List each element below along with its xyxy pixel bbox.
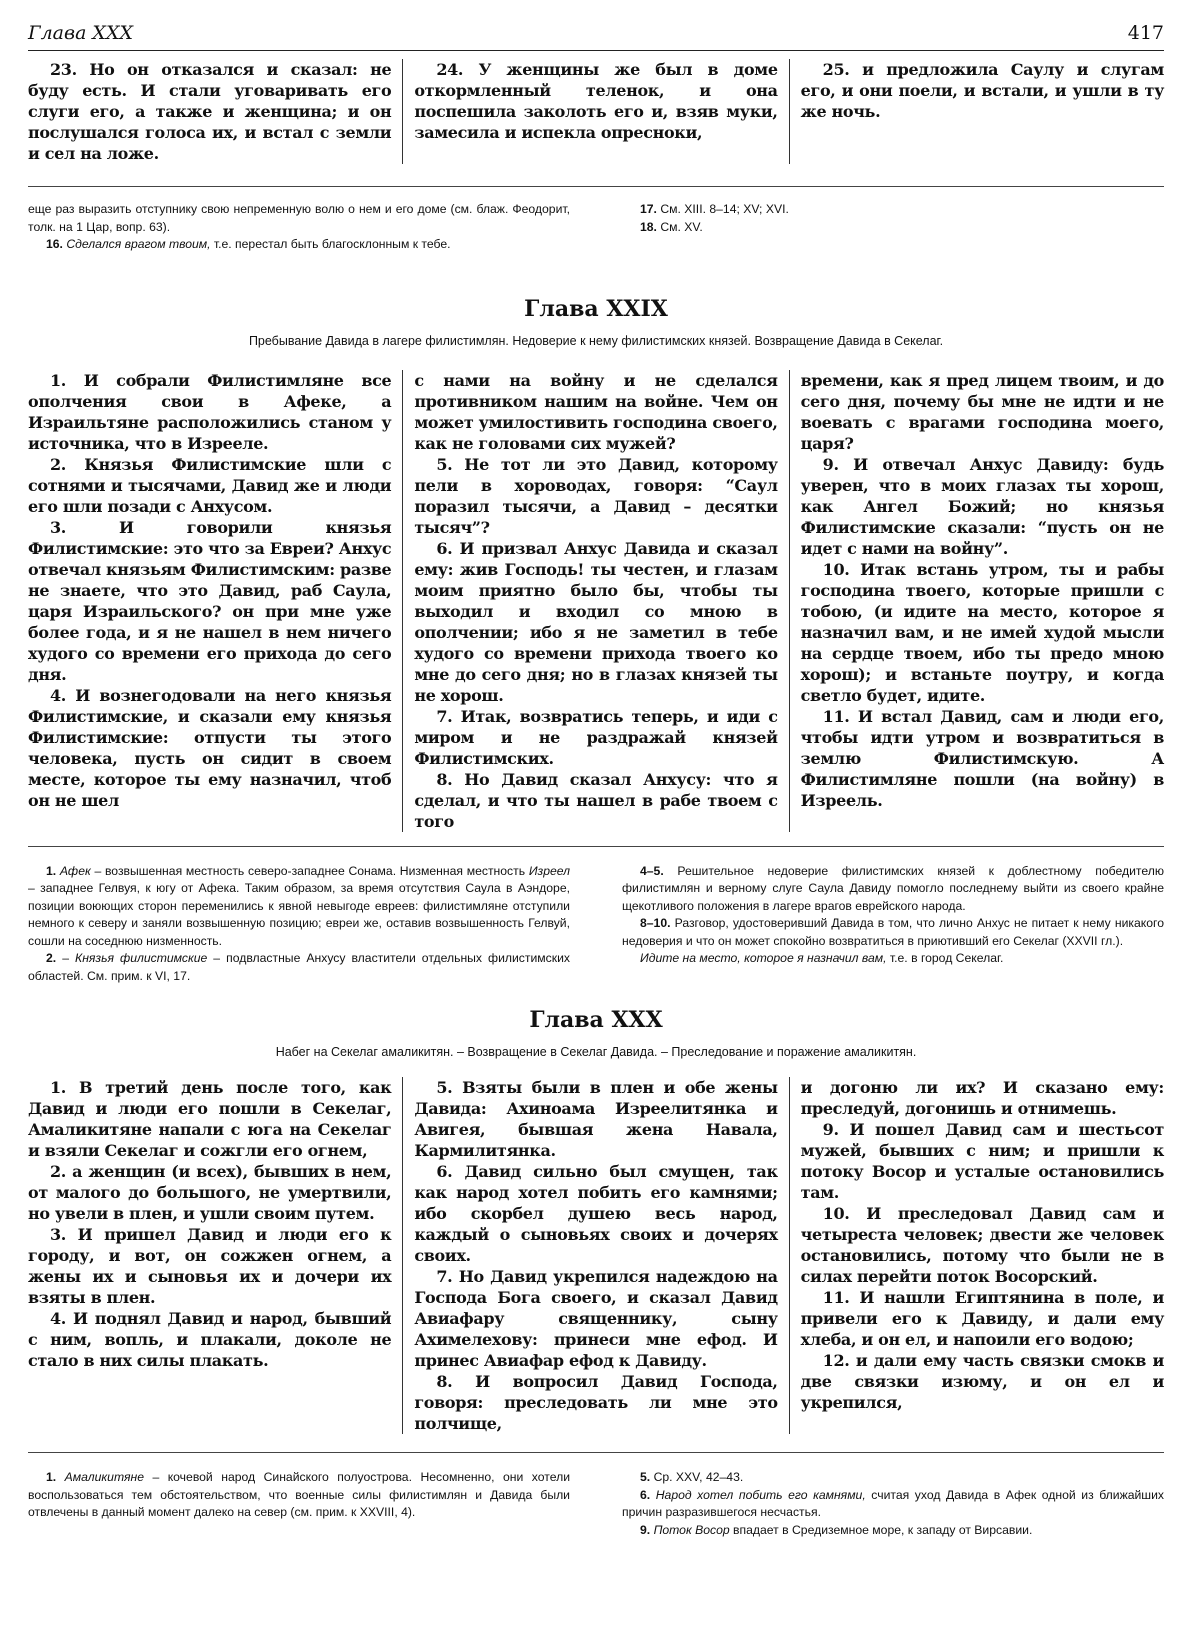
verse-paragraph: 2. а женщин (и всех), бывших в нем, от малого до большого, не умертвили, но увели в плен, и ушли своим путем. (28, 1162, 392, 1223)
page-number: 417 (1127, 22, 1164, 44)
verse-paragraph: 6. И призвал Анхус Давида и сказал ему: жив Господь! ты честен, и глазам моим приятно было бы, чтобы ты выходил и входил со мною в ополчении; ибо я не заметил в тебе худого со времени прихода твоего ко мне до сего дня; но в глазах князей ты не хорош. (414, 538, 778, 705)
verse-paragraph: 3. И говорили князья Филистимские: это что за Евреи? Анхус отвечал князьям Филистимским: разве не знаете, что это Давид, раб Саула, царя Израильского? он при мне уже более года, и я не нашел в нем ничего худого со времени его прихода до сего дня. (28, 517, 392, 684)
notes-chapter-28 (28, 201, 1164, 254)
note-number: 1. (46, 863, 57, 878)
chapter-29-summary: Пребывание Давида в лагере филистимлян. Недоверие к нему филистимских князей. Возвращение Давида в Секелаг. (248, 333, 944, 348)
verse-paragraph: и догоню ли их? И сказано ему: преследуй, догонишь и отнимешь. (800, 1078, 1164, 1118)
note-number: 2. (46, 951, 57, 965)
notes-column-right (596, 863, 1164, 986)
verse-column (402, 370, 788, 832)
notes-column-left (28, 1469, 596, 1539)
verse-paragraph: 7. Итак, возвратись теперь, и иди с миром и не раздражай князей Филистимских. (414, 706, 778, 768)
note-number: 1. (46, 1470, 57, 1484)
notes-column-left (28, 201, 596, 254)
verse-paragraph: 7. Но Давид укрепился надеждою на Господа Бога своего, и сказал Давид Авиафару священнику, сыну Ахимелехову: принеси мне ефод. И принес Авиафар ефод к Давиду. (414, 1267, 778, 1370)
verse-column (28, 370, 402, 832)
note-term: Князья филистимские (75, 951, 208, 965)
verse-paragraph: 5. Не тот ли это Давид, которому пели в хороводах, говоря: “Саул поразил тысячи, а Давид – десятки тысяч”? (414, 454, 778, 537)
note-number: 18. (640, 219, 657, 234)
note-text: Ср. XXV, 42–43. (653, 1470, 744, 1484)
book-page (28, 18, 1164, 1618)
running-head-chapter: Глава XXX (28, 22, 134, 44)
note-paragraph (28, 950, 570, 985)
note-number: 4–5. (640, 863, 664, 878)
notes-column-right (596, 1469, 1164, 1539)
verse-paragraph: 6. Давид сильно был смущен, так как народ хотел побить его камнями; ибо скорбел душею весь народ, каждый о сыновьях своих и дочерях своих. (414, 1162, 778, 1265)
note-paragraph (622, 950, 1164, 968)
note-text: – (62, 951, 76, 965)
note-paragraph (28, 236, 570, 254)
verse-paragraph: 23. Но он отказался и сказал: не буду есть. И стали уговаривать его слуги его, а также и женщина; и он послушался голоса их, и встал с земли и сел на ложе. (28, 60, 392, 163)
note-number: 9. (640, 1522, 651, 1537)
note-term: Идите на место, которое я назначил вам, (640, 951, 887, 965)
note-number: 17. (640, 202, 657, 216)
verse-column (789, 59, 1164, 164)
note-text: – подвластные Анхусу властители отдельных филистимских областей. См. прим. к VI, 17. (28, 951, 570, 983)
chapter-30-title: Глава XXX (529, 1007, 663, 1033)
note-paragraph (28, 201, 570, 236)
notes-column-right (596, 201, 1164, 254)
note-number: 8–10. (640, 916, 671, 930)
verse-paragraph: времени, как я пред лицем твоим, и до сего дня, почему бы мне не идти и не воевать с врагами господина моего, царя? (800, 370, 1164, 453)
note-number: 6. (640, 1487, 651, 1502)
note-term: Поток Восор (653, 1522, 730, 1537)
divider-rule (28, 846, 1164, 847)
notes-column-left (28, 863, 596, 986)
verse-paragraph: с нами на войну и не сделался противником нашим на войне. Чем он может умилостивить господина своего, как не головами сих мужей? (414, 370, 778, 453)
verses-chapter-28-end (28, 59, 1164, 164)
note-text: считая уход Давида в Афек одной из ближайших причин разразившегося несчастья. (622, 1487, 1164, 1519)
note-paragraph (622, 1522, 1164, 1540)
note-text: Решительное недоверие филистимских князей к доблестному победителю филистимлян и верному слуге Саула Давиду помогло последнему выйти из своего крайне щекотливого положения в лагере врагов еврейского народа. (622, 863, 1164, 913)
note-text: – кочевой народ Синайского полуострова. Несомненно, они хотели воспользоваться тем обстоятельством, что военные силы филистимлян и Давида были отвлечены в данный момент далеко на север (см. прим. к XXVIII, 4). (28, 1470, 571, 1519)
note-paragraph (622, 915, 1164, 950)
note-term: Изреел (528, 863, 570, 878)
verse-paragraph: 11. И нашли Египтянина в поле, и привели его к Давиду, и дали ему хлеба, и он ел, и напоили его водою; (800, 1288, 1164, 1349)
note-text: См. XIII. 8–14; XV; XVI. (660, 202, 789, 216)
chapter-30-summary: Набег на Секелаг амаликитян. – Возвращение в Секелаг Давида. – Преследование и поражение амаликитян. (275, 1045, 917, 1059)
note-paragraph (622, 201, 1164, 219)
running-head (28, 18, 1164, 51)
verse-paragraph: 9. И пошел Давид сам и шестьсот мужей, бывших с ним; и пришли к потоку Восор и усталые остановились там. (800, 1120, 1164, 1202)
note-text: еще раз выразить отступнику свою непременную волю о нем и его доме (см. блаж. Феодорит, толк. на 1 Цар, вопр. 63). (28, 202, 570, 234)
verse-paragraph: 8. И вопросил Давид Господа, говоря: преследовать ли мне это полчище, (414, 1372, 778, 1433)
chapter-29-title: Глава XXIX (524, 295, 668, 322)
verse-paragraph: 1. В третий день после того, как Давид и люди его пошли в Секелаг, Амаликитяне напали с юга на Секелаг и взяли Секелаг и сожгли его огнем, (28, 1078, 392, 1160)
note-paragraph (622, 1469, 1164, 1487)
verse-paragraph: 12. и дали ему часть связки смокв и две связки изюму, и он ел и укрепился, (800, 1351, 1164, 1412)
note-paragraph (622, 219, 1164, 237)
verse-column (789, 370, 1164, 832)
note-paragraph (622, 1487, 1164, 1522)
chapter-29-verses (28, 370, 1164, 832)
note-paragraph (622, 863, 1164, 916)
verse-paragraph: 4. И вознегодовали на него князья Филистимские, и сказали ему князья Филистимские: отпусти ты этого человека, пусть он сидит в своем месте, которое ты ему назначил, чтоб он не шел (28, 685, 392, 810)
note-text: впадает в Средиземное море, к западу от Вирсавии. (729, 1522, 1033, 1537)
note-paragraph (28, 863, 570, 951)
verse-paragraph: 10. И преследовал Давид сам и четыреста человек; двести же человек остановились, потому что были не в силах перейти поток Восорский. (800, 1204, 1164, 1286)
verse-paragraph: 24. У женщины же был в доме откормленный теленок, и она поспешила заколоть его и, взяв муки, замесила и испекла опресноки, (414, 60, 778, 142)
note-text: – возвышенная местность северо-западнее Сонама. Низменная местность (90, 863, 529, 878)
verse-paragraph: 8. Но Давид сказал Анхусу: что я сделал, и что ты нашел в рабе твоем с того (414, 769, 778, 831)
verse-paragraph: 10. Итак встань утром, ты и рабы господина твоего, которые пришли с тобою, (и идите на место, которое я назначил вам, и не имей худой мысли на сердце твоем, ибо ты предо мною хорош); и встаньте поутру, и когда светло будет, идите. (800, 559, 1164, 705)
verse-paragraph: 5. Взяты были в плен и обе жены Давида: Ахиноама Изреелитянка и Авигея, бывшая жена Навала, Кармилитянка. (414, 1078, 778, 1160)
note-paragraph (28, 1469, 570, 1522)
notes-chapter-30 (28, 1469, 1164, 1539)
note-term: Амаликитяне (64, 1470, 144, 1484)
verse-column (28, 1077, 402, 1434)
note-text: См. XV. (660, 219, 703, 234)
note-term: Сделался врагом твоим, (66, 237, 211, 251)
verse-column (402, 1077, 788, 1434)
verse-paragraph: 3. И пришел Давид и люди его к городу, и вот, он сожжен огнем, а жены их и сыновья их и дочери их взяты в плен. (28, 1225, 392, 1307)
verse-paragraph: 11. И встал Давид, сам и люди его, чтобы идти утром и возвратиться в землю Филистимскую. А Филистимляне пошли (на войну) в Изреель. (800, 706, 1164, 810)
note-text: Разговор, удостоверивший Давида в том, что лично Анхус не питает к нему никакого недоверия и что он может спокойно возвратиться в приютивший его Секелаг (XXVII гл.). (622, 916, 1164, 948)
verse-column (28, 59, 402, 164)
verse-paragraph: 4. И поднял Давид и народ, бывший с ним, вопль, и плакали, доколе не стало в них силы плакать. (28, 1309, 392, 1370)
verse-column (402, 59, 788, 164)
note-text: т.е. в город Секелаг. (886, 951, 1004, 965)
chapter-30-verses (28, 1077, 1164, 1434)
divider-rule (28, 1452, 1164, 1453)
verse-column (789, 1077, 1164, 1434)
note-text: – западнее Гелвуя, к югу от Афека. Таким образом, за время отсутствия Саула в Аэндоре, позиции воюющих сторон переменились к явной невыгоде евреев: филистимляне отступили немного к северу и заняли возвышенную позицию; евреи же, оставив возвышенность Гелвуй, сошли на соседнюю низменность. (28, 881, 570, 948)
note-number: 5. (640, 1470, 651, 1484)
verse-paragraph: 9. И отвечал Анхус Давиду: будь уверен, что в моих глазах ты хорош, как Ангел Божий; но князья Филистимские сказали: “пусть он не идет с нами на войну”. (800, 454, 1164, 558)
note-term: Афек (59, 863, 91, 878)
verse-paragraph: 25. и предложила Саулу и слугам его, и они поели, и встали, и ушли в ту же ночь. (800, 60, 1164, 121)
notes-chapter-29 (28, 863, 1164, 986)
verse-paragraph: 1. И собрали Филистимляне все ополчения свои в Афеке, а Израильтяне расположились станом у источника, что в Изрееле. (28, 370, 392, 453)
note-term: Народ хотел побить его камнями, (655, 1487, 866, 1502)
verse-paragraph: 2. Князья Филистимские шли с сотнями и тысячами, Давид же и люди его шли позади с Анхусом. (28, 454, 392, 516)
divider-rule (28, 186, 1164, 187)
note-text: т.е. перестал быть благосклонным к тебе. (210, 237, 451, 251)
note-number: 16. (46, 237, 63, 251)
